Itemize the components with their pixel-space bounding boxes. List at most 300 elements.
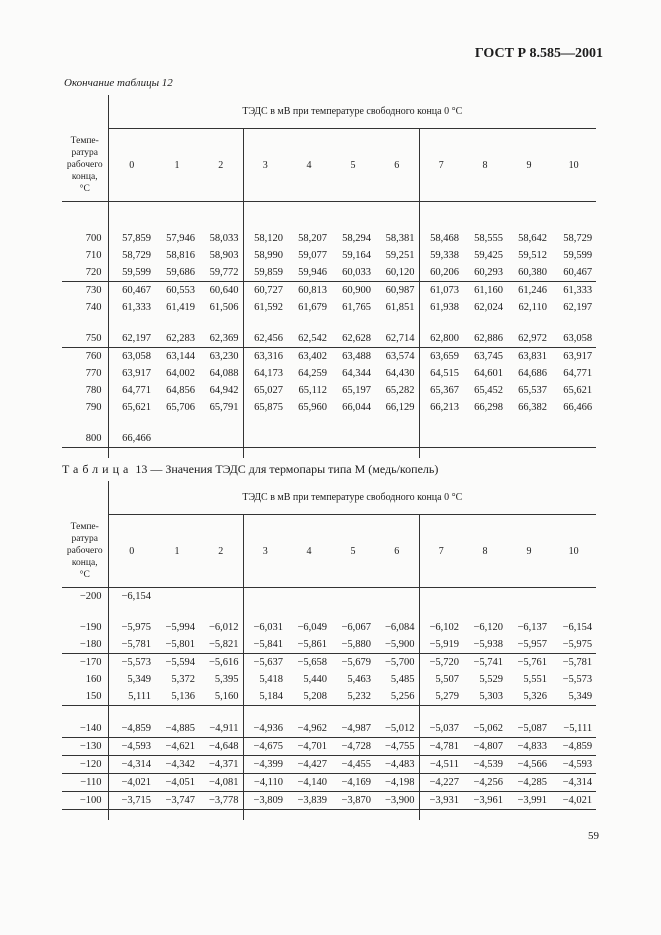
column-header: 7 bbox=[419, 129, 463, 202]
spacer-cell bbox=[551, 416, 596, 430]
bottom-cell bbox=[463, 810, 507, 821]
value-cell: −5,679 bbox=[331, 654, 375, 672]
value-cell: 63,574 bbox=[375, 348, 419, 366]
spacer-cell bbox=[507, 202, 551, 217]
spacer-cell bbox=[507, 706, 551, 721]
value-cell: 62,110 bbox=[518, 302, 547, 313]
spacer-cell bbox=[108, 216, 155, 230]
temperature-header-line: ратура bbox=[71, 533, 98, 544]
value-cell: 62,714 bbox=[375, 330, 419, 348]
table-row bbox=[62, 671, 596, 688]
table-row bbox=[62, 720, 596, 738]
column-header-row bbox=[62, 129, 596, 202]
value-cell: −4,342 bbox=[155, 756, 199, 774]
value-cell: −4,371 bbox=[199, 756, 243, 774]
bottom-cell bbox=[331, 810, 375, 821]
spacer-cell bbox=[551, 605, 596, 619]
value-cell: 63,917 bbox=[551, 348, 596, 366]
value-cell bbox=[155, 588, 199, 606]
value-cell: 60,120 bbox=[375, 264, 419, 282]
spacer-row bbox=[62, 416, 596, 430]
spacer-cell bbox=[108, 706, 155, 721]
spacer-cell bbox=[199, 316, 243, 330]
value-cell: 62,197 bbox=[563, 302, 593, 313]
spacer-row bbox=[62, 605, 596, 619]
value-cell: 58,729 bbox=[122, 250, 151, 261]
value-cell: −5,781 bbox=[551, 654, 596, 672]
value-cell: −3,715 bbox=[108, 792, 155, 810]
bottom-cell bbox=[419, 810, 463, 821]
span-header: ТЭДС в мВ при температуре свободного конца 0 °С bbox=[108, 95, 596, 129]
column-header: 10 bbox=[551, 515, 596, 588]
column-header: 0 bbox=[108, 515, 155, 588]
spacer-cell bbox=[375, 316, 419, 330]
value-cell: −4,621 bbox=[155, 738, 199, 756]
temperature-cell: 700 bbox=[62, 230, 108, 247]
temperature-cell: 150 bbox=[62, 688, 108, 706]
column-header: 9 bbox=[507, 515, 551, 588]
value-cell: 64,173 bbox=[254, 368, 283, 379]
value-cell bbox=[551, 430, 596, 448]
value-cell: 62,542 bbox=[298, 333, 327, 344]
value-cell: −6,031 bbox=[253, 622, 283, 633]
table-row bbox=[62, 756, 596, 774]
value-cell bbox=[375, 430, 419, 448]
table-row bbox=[62, 588, 596, 606]
spacer-cell bbox=[375, 202, 419, 217]
value-cell: 62,456 bbox=[254, 333, 283, 344]
table-row bbox=[62, 247, 596, 264]
column-header: 1 bbox=[155, 515, 199, 588]
spacer-cell bbox=[243, 605, 287, 619]
value-cell: 63,917 bbox=[122, 368, 151, 379]
column-header: 5 bbox=[331, 129, 375, 202]
value-cell: 63,058 bbox=[108, 348, 155, 366]
spacer-cell bbox=[155, 416, 199, 430]
value-cell: −5,658 bbox=[287, 654, 331, 672]
spacer-row bbox=[62, 202, 596, 217]
bottom-cell bbox=[419, 448, 463, 459]
table13-caption-label: Таблица bbox=[62, 462, 133, 476]
table-row bbox=[62, 774, 596, 792]
value-cell: 65,621 bbox=[563, 385, 593, 396]
value-cell: −5,994 bbox=[165, 622, 195, 633]
column-header: 7 bbox=[419, 515, 463, 588]
value-cell: −3,961 bbox=[463, 792, 507, 810]
value-cell: 5,440 bbox=[303, 674, 327, 685]
bottom-cell bbox=[287, 448, 331, 459]
spacer-cell bbox=[419, 216, 463, 230]
value-cell: 59,251 bbox=[375, 247, 419, 264]
value-cell: 61,419 bbox=[166, 302, 195, 313]
table13-caption-text: 13 — Значения ТЭДС для термопары типа М (медь/копель) bbox=[135, 462, 439, 476]
spacer-cell bbox=[507, 605, 551, 619]
value-cell: 5,256 bbox=[375, 688, 419, 706]
value-cell: 63,659 bbox=[419, 348, 463, 366]
value-cell: 60,033 bbox=[342, 267, 371, 278]
value-cell: 5,418 bbox=[259, 674, 283, 685]
value-cell: 58,555 bbox=[474, 233, 503, 244]
value-cell: 65,706 bbox=[166, 402, 195, 413]
value-cell: −4,427 bbox=[287, 756, 331, 774]
spacer-cell bbox=[155, 216, 199, 230]
value-cell: −6,012 bbox=[199, 619, 243, 636]
column-header: 3 bbox=[243, 129, 287, 202]
temperature-cell: 710 bbox=[62, 247, 108, 264]
value-cell: −4,859 bbox=[121, 723, 151, 734]
value-cell: 59,599 bbox=[563, 250, 593, 261]
spacer-cell bbox=[62, 216, 108, 230]
value-cell: 65,282 bbox=[375, 382, 419, 399]
spacer-cell bbox=[108, 605, 155, 619]
spacer-cell bbox=[507, 416, 551, 430]
value-cell: −4,728 bbox=[331, 738, 375, 756]
spacer-cell bbox=[551, 706, 596, 721]
value-cell: 59,425 bbox=[474, 250, 503, 261]
table-row bbox=[62, 792, 596, 810]
table-12 bbox=[62, 95, 596, 458]
column-header: 2 bbox=[199, 129, 243, 202]
value-cell: −4,314 bbox=[551, 774, 596, 792]
temperature-cell: −140 bbox=[62, 720, 108, 738]
temperature-cell: 740 bbox=[62, 299, 108, 316]
table-row bbox=[62, 348, 596, 366]
spacer-cell bbox=[199, 216, 243, 230]
column-header-row bbox=[62, 515, 596, 588]
value-cell: 64,942 bbox=[199, 382, 243, 399]
value-cell bbox=[507, 588, 551, 606]
value-cell: −4,987 bbox=[341, 723, 371, 734]
value-cell bbox=[243, 430, 287, 448]
value-cell: 5,372 bbox=[171, 674, 195, 685]
value-cell: −4,701 bbox=[287, 738, 331, 756]
value-cell: −6,137 bbox=[517, 622, 547, 633]
temperature-cell: 780 bbox=[62, 382, 108, 399]
spacer-cell bbox=[199, 416, 243, 430]
value-cell: 58,294 bbox=[342, 233, 371, 244]
value-cell: −5,062 bbox=[473, 723, 503, 734]
value-cell: 5,349 bbox=[568, 691, 593, 702]
table-bottom bbox=[62, 810, 596, 821]
value-cell: 5,349 bbox=[127, 674, 151, 685]
value-cell: 64,686 bbox=[518, 368, 547, 379]
column-header: 2 bbox=[199, 515, 243, 588]
spacer-cell bbox=[287, 706, 331, 721]
bottom-cell bbox=[375, 810, 419, 821]
value-cell: 60,987 bbox=[375, 282, 419, 300]
value-cell: 62,972 bbox=[518, 333, 547, 344]
temperature-cell: −100 bbox=[62, 792, 108, 810]
value-cell: −5,900 bbox=[375, 636, 419, 654]
spacer-cell bbox=[463, 202, 507, 217]
value-cell: 66,044 bbox=[342, 402, 371, 413]
value-cell: 59,946 bbox=[298, 267, 327, 278]
value-cell bbox=[155, 430, 199, 448]
spacer-cell bbox=[199, 605, 243, 619]
value-cell: 5,507 bbox=[435, 674, 459, 685]
value-cell: 62,283 bbox=[166, 333, 195, 344]
value-cell: 57,859 bbox=[122, 233, 151, 244]
spacer-cell bbox=[62, 316, 108, 330]
value-cell: 62,197 bbox=[122, 333, 151, 344]
value-cell: 64,344 bbox=[342, 368, 371, 379]
table-row bbox=[62, 264, 596, 282]
value-cell bbox=[419, 588, 463, 606]
column-header: 1 bbox=[155, 129, 199, 202]
page-number: 59 bbox=[588, 830, 599, 842]
value-cell: −3,809 bbox=[243, 792, 287, 810]
spacer-cell bbox=[62, 706, 108, 721]
value-cell: −4,140 bbox=[287, 774, 331, 792]
value-cell: 5,463 bbox=[347, 674, 371, 685]
value-cell bbox=[243, 588, 287, 606]
temperature-header-line: Темпе- bbox=[70, 135, 99, 146]
value-cell: −5,861 bbox=[297, 639, 327, 650]
spacer-cell bbox=[331, 202, 375, 217]
value-cell: −4,675 bbox=[243, 738, 287, 756]
column-header: 0 bbox=[108, 129, 155, 202]
value-cell: 60,293 bbox=[474, 267, 503, 278]
value-cell: 5,303 bbox=[479, 691, 503, 702]
spacer-cell bbox=[243, 416, 287, 430]
value-cell: 65,367 bbox=[430, 385, 459, 396]
bottom-cell bbox=[551, 810, 596, 821]
table-row bbox=[62, 688, 596, 706]
spacer-cell bbox=[331, 605, 375, 619]
value-cell: 61,506 bbox=[199, 299, 243, 316]
value-cell: 61,938 bbox=[430, 302, 459, 313]
value-cell: −4,483 bbox=[375, 756, 419, 774]
bottom-cell bbox=[375, 448, 419, 459]
value-cell: −5,821 bbox=[199, 636, 243, 654]
value-cell: −5,616 bbox=[199, 654, 243, 672]
temperature-cell: −110 bbox=[62, 774, 108, 792]
spacer-row bbox=[62, 216, 596, 230]
value-cell: 66,382 bbox=[518, 402, 547, 413]
spacer-cell bbox=[419, 416, 463, 430]
value-cell: −5,938 bbox=[473, 639, 503, 650]
value-cell: 59,686 bbox=[166, 267, 195, 278]
table-row bbox=[62, 365, 596, 382]
value-cell: −4,021 bbox=[551, 792, 596, 810]
temperature-header-line: ратура bbox=[71, 147, 98, 158]
spacer-cell bbox=[463, 605, 507, 619]
spacer-cell bbox=[507, 316, 551, 330]
spacer-cell bbox=[243, 706, 287, 721]
spacer-cell bbox=[243, 316, 287, 330]
spacer-cell bbox=[155, 202, 199, 217]
value-cell: −5,573 bbox=[108, 654, 155, 672]
spacer-cell bbox=[375, 605, 419, 619]
value-cell: −6,154 bbox=[562, 622, 593, 633]
value-cell: 65,960 bbox=[298, 402, 327, 413]
table-row bbox=[62, 230, 596, 247]
value-cell: 61,333 bbox=[122, 302, 151, 313]
value-cell: 63,230 bbox=[199, 348, 243, 366]
value-cell: 64,088 bbox=[199, 365, 243, 382]
value-cell: −5,087 bbox=[517, 723, 547, 734]
value-cell: −4,648 bbox=[199, 738, 243, 756]
value-cell: 58,990 bbox=[254, 250, 283, 261]
value-cell bbox=[199, 430, 243, 448]
bottom-cell bbox=[507, 810, 551, 821]
value-cell: 61,679 bbox=[298, 302, 327, 313]
value-cell: 61,073 bbox=[419, 282, 463, 300]
value-cell: 63,144 bbox=[155, 348, 199, 366]
temperature-cell: 800 bbox=[62, 430, 108, 448]
value-cell: 59,164 bbox=[342, 250, 371, 261]
value-cell: 5,136 bbox=[171, 691, 195, 702]
value-cell: 65,621 bbox=[122, 402, 151, 413]
value-cell: −3,900 bbox=[375, 792, 419, 810]
value-cell bbox=[419, 430, 463, 448]
value-cell: −4,169 bbox=[331, 774, 375, 792]
value-cell: −4,198 bbox=[375, 774, 419, 792]
column-header: 5 bbox=[331, 515, 375, 588]
value-cell: −3,870 bbox=[331, 792, 375, 810]
value-cell: −4,455 bbox=[331, 756, 375, 774]
value-cell: 58,816 bbox=[166, 250, 195, 261]
value-cell: −4,593 bbox=[551, 756, 596, 774]
spacer-cell bbox=[463, 216, 507, 230]
value-cell: 5,395 bbox=[199, 671, 243, 688]
value-cell: 5,279 bbox=[435, 691, 459, 702]
value-cell bbox=[287, 588, 331, 606]
bottom-cell bbox=[62, 810, 108, 821]
temperature-cell: −180 bbox=[62, 636, 108, 654]
value-cell: 63,831 bbox=[507, 348, 551, 366]
temperature-cell: −200 bbox=[62, 588, 108, 606]
bottom-cell bbox=[108, 810, 155, 821]
value-cell: 60,727 bbox=[243, 282, 287, 300]
value-cell: −4,227 bbox=[419, 774, 463, 792]
header-row bbox=[62, 95, 596, 129]
spacer-cell bbox=[419, 316, 463, 330]
column-header: 6 bbox=[375, 515, 419, 588]
value-cell: 65,875 bbox=[254, 402, 283, 413]
value-cell: 60,380 bbox=[518, 267, 547, 278]
value-cell: 60,640 bbox=[199, 282, 243, 300]
value-cell: 5,160 bbox=[199, 688, 243, 706]
spacer-cell bbox=[287, 605, 331, 619]
value-cell bbox=[551, 588, 596, 606]
spacer-cell bbox=[108, 416, 155, 430]
value-cell: 61,851 bbox=[375, 299, 419, 316]
value-cell: 5,184 bbox=[259, 691, 283, 702]
value-cell: 61,765 bbox=[342, 302, 371, 313]
value-cell bbox=[463, 588, 507, 606]
value-cell: 62,628 bbox=[342, 333, 371, 344]
value-cell: −4,911 bbox=[199, 720, 243, 738]
value-cell: −4,110 bbox=[243, 774, 287, 792]
value-cell: −4,962 bbox=[297, 723, 327, 734]
value-cell: 61,592 bbox=[254, 302, 283, 313]
table-row bbox=[62, 636, 596, 654]
value-cell: 62,886 bbox=[474, 333, 503, 344]
value-cell: −6,049 bbox=[297, 622, 327, 633]
span-header: ТЭДС в мВ при температуре свободного конца 0 °С bbox=[108, 481, 596, 515]
table-row bbox=[62, 299, 596, 316]
value-cell: 64,515 bbox=[430, 368, 459, 379]
bottom-cell bbox=[199, 448, 243, 459]
spacer-cell bbox=[375, 216, 419, 230]
value-cell: 64,771 bbox=[122, 385, 151, 396]
bottom-cell bbox=[551, 448, 596, 459]
temperature-cell: −170 bbox=[62, 654, 108, 672]
value-cell: −5,880 bbox=[341, 639, 371, 650]
value-cell: 64,259 bbox=[298, 368, 327, 379]
temperature-cell: 790 bbox=[62, 399, 108, 416]
value-cell: −5,841 bbox=[253, 639, 283, 650]
bottom-cell bbox=[331, 448, 375, 459]
temperature-header-line: конца, bbox=[71, 171, 98, 182]
column-header: 8 bbox=[463, 129, 507, 202]
value-cell: 58,207 bbox=[298, 233, 327, 244]
column-header: 4 bbox=[287, 129, 331, 202]
value-cell: 59,512 bbox=[518, 250, 547, 261]
spacer-cell bbox=[551, 202, 596, 217]
value-cell: −4,859 bbox=[551, 738, 596, 756]
value-cell: 65,791 bbox=[199, 399, 243, 416]
column-header: 6 bbox=[375, 129, 419, 202]
spacer-cell bbox=[199, 202, 243, 217]
value-cell: −5,720 bbox=[419, 654, 463, 672]
table-row bbox=[62, 330, 596, 348]
value-cell: −5,781 bbox=[121, 639, 151, 650]
value-cell: 66,298 bbox=[474, 402, 503, 413]
value-cell: −5,919 bbox=[429, 639, 459, 650]
value-cell bbox=[463, 430, 507, 448]
value-cell: −5,741 bbox=[463, 654, 507, 672]
value-cell: 59,599 bbox=[122, 267, 151, 278]
spacer-row bbox=[62, 706, 596, 721]
value-cell: 59,338 bbox=[430, 250, 459, 261]
table-row bbox=[62, 382, 596, 399]
value-cell: 64,002 bbox=[166, 368, 195, 379]
value-cell: −5,700 bbox=[375, 654, 419, 672]
value-cell: 66,129 bbox=[375, 399, 419, 416]
spacer-cell bbox=[243, 216, 287, 230]
value-cell: 65,112 bbox=[298, 385, 327, 396]
header-corner bbox=[62, 95, 108, 129]
temperature-cell: 720 bbox=[62, 264, 108, 282]
value-cell: 63,316 bbox=[243, 348, 287, 366]
value-cell: −4,539 bbox=[463, 756, 507, 774]
temperature-header-line: °С bbox=[79, 569, 90, 580]
value-cell: −4,833 bbox=[507, 738, 551, 756]
value-cell: 66,466 bbox=[563, 402, 593, 413]
bottom-cell bbox=[62, 448, 108, 459]
value-cell: 64,601 bbox=[474, 368, 503, 379]
temperature-cell: 730 bbox=[62, 282, 108, 300]
value-cell: 5,232 bbox=[347, 691, 371, 702]
value-cell: −4,936 bbox=[253, 723, 283, 734]
value-cell: −3,747 bbox=[155, 792, 199, 810]
temperature-header-line: рабочего bbox=[66, 159, 103, 170]
spacer-row bbox=[62, 316, 596, 330]
document-header: ГОСТ Р 8.585—2001 bbox=[474, 46, 603, 61]
value-cell: 60,467 bbox=[108, 282, 155, 300]
spacer-cell bbox=[419, 605, 463, 619]
value-cell: −4,511 bbox=[419, 756, 463, 774]
value-cell: 5,529 bbox=[479, 674, 503, 685]
value-cell: 60,467 bbox=[563, 267, 593, 278]
value-cell: 58,642 bbox=[518, 233, 547, 244]
value-cell: 61,333 bbox=[551, 282, 596, 300]
value-cell: 59,772 bbox=[199, 264, 243, 282]
spacer-cell bbox=[463, 316, 507, 330]
spacer-cell bbox=[375, 706, 419, 721]
